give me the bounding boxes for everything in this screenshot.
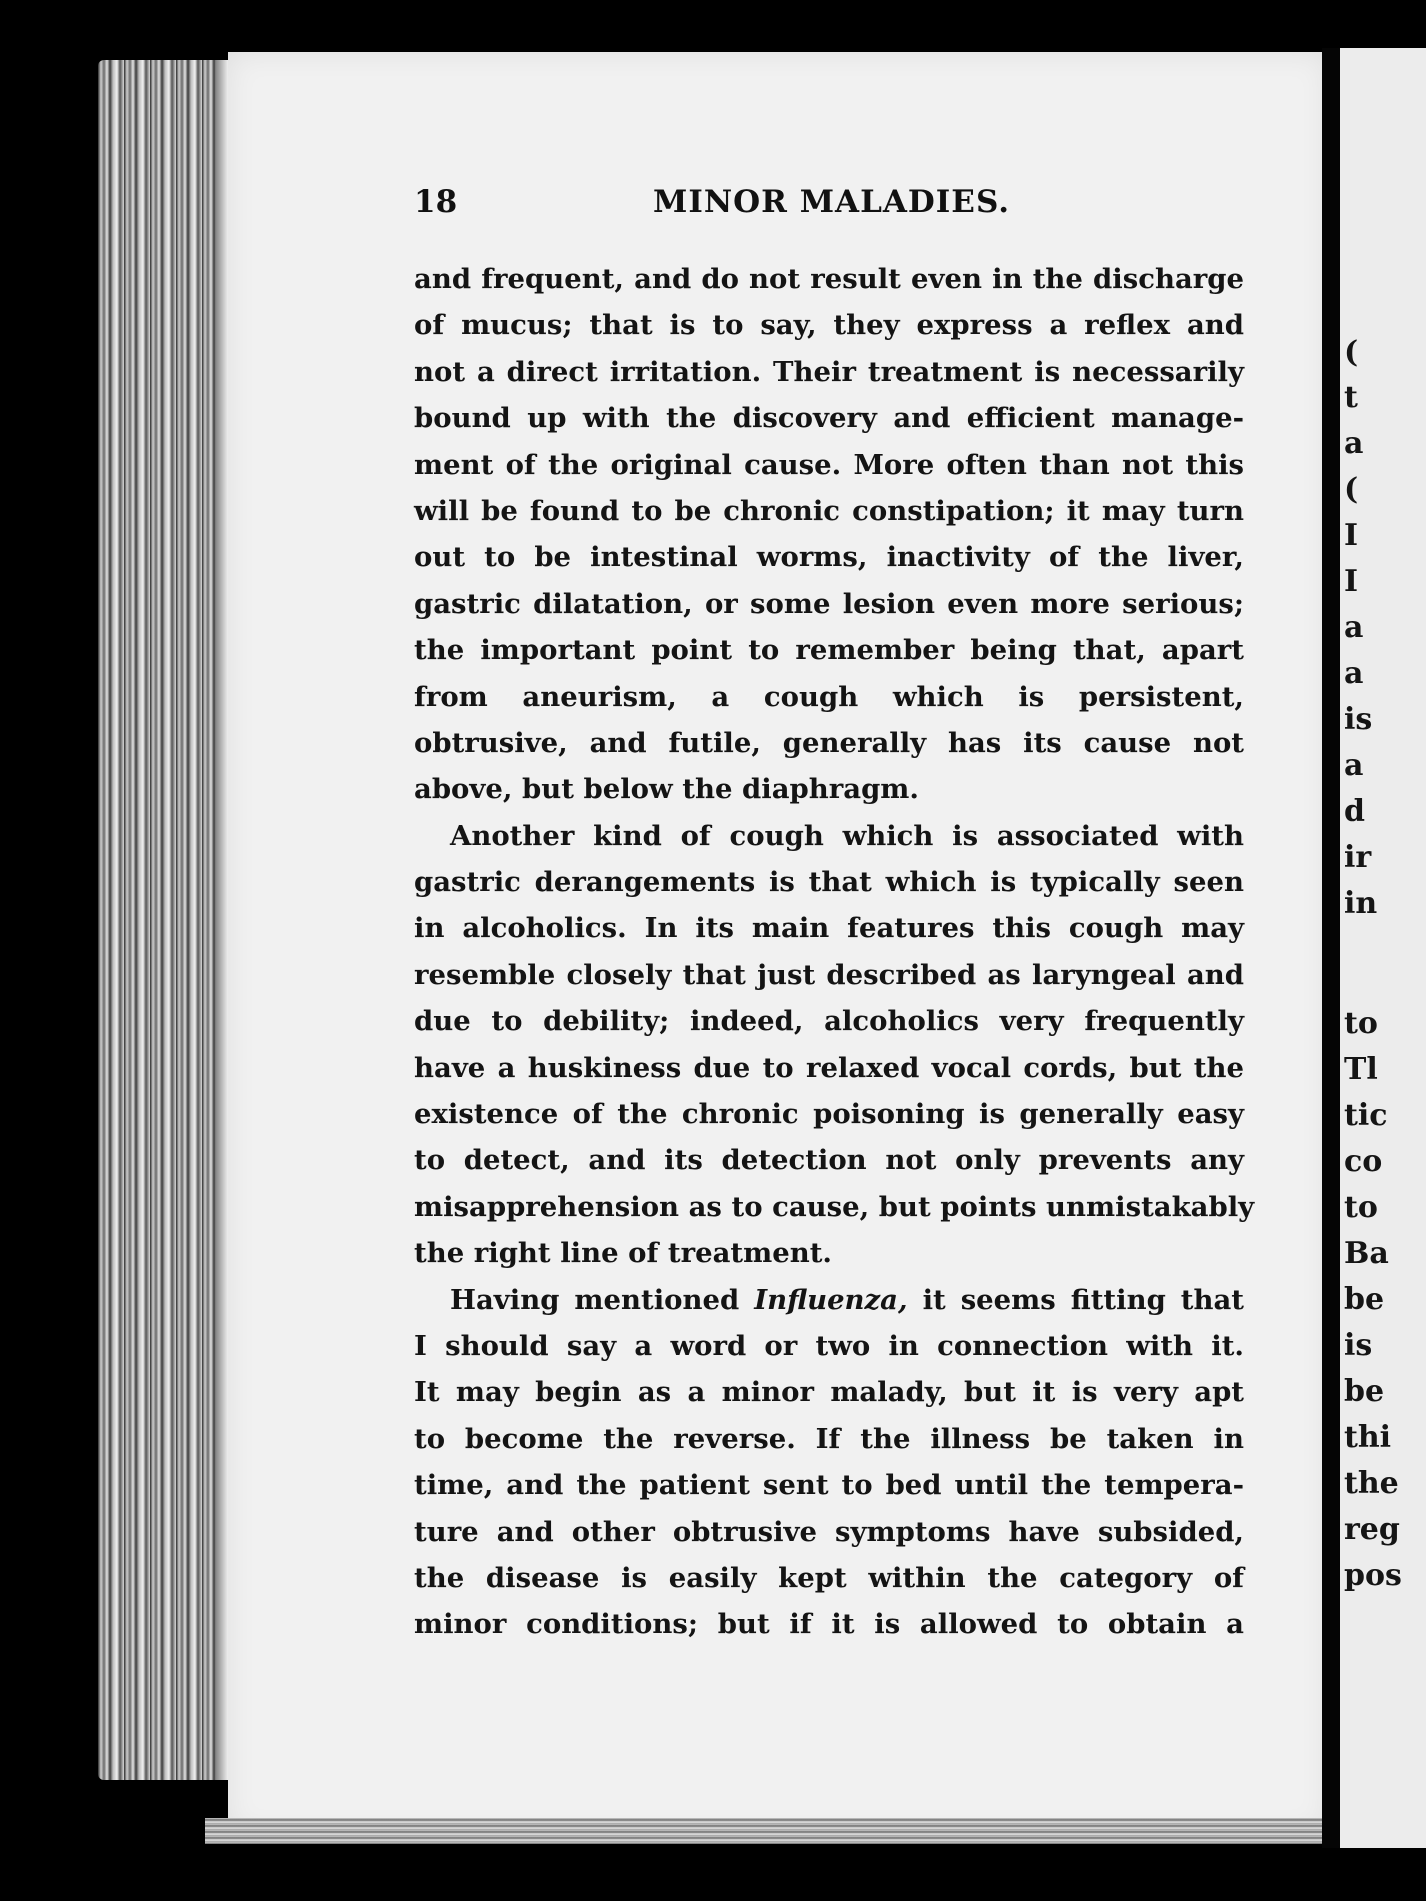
facing-line: in [1344,886,1378,921]
text-line: not a direct irritation. Their treatment is necessarily [414,355,1244,388]
facing-line: be [1344,1282,1385,1317]
text-line: the important point to remember being that, apart [414,634,1244,667]
facing-line: d [1344,794,1365,829]
text-line: misapprehension as to cause, but points unmistakably [414,1190,1255,1223]
text-line-with-italic [414,1277,1244,1323]
facing-line: is [1344,1328,1373,1363]
running-title: MINOR MALADIES. [653,184,1011,220]
facing-page-fragment [1340,48,1426,1848]
facing-line: ( [1344,335,1359,370]
facing-line: a [1344,656,1364,691]
facing-line: is [1344,702,1373,737]
page-number: 18 [414,184,458,220]
text-line: the right line of treatment. [414,1237,832,1270]
text-line: minor conditions; but if it is allowed to obtain a [414,1608,1244,1641]
facing-line: a [1344,426,1364,461]
text-line: of mucus; that is to say, they express a reflex and [414,309,1244,342]
book-page-edges [98,60,228,1780]
page-header [414,184,1246,234]
page-body [414,256,1255,1648]
facing-line: I [1344,518,1359,553]
text-line: due to debility; indeed, alcoholics very frequently [414,1005,1244,1038]
text-line: to detect, and its detection not only prevents any [414,1144,1244,1177]
text-line: and frequent, and do not result even in the discharge [414,263,1244,295]
text-segment: Having mentioned [450,1283,740,1316]
facing-line: co [1344,1144,1383,1179]
facing-line: reg [1344,1512,1400,1547]
facing-line: to [1344,1190,1378,1225]
facing-line: a [1344,610,1364,645]
italic-term: Influenza, [754,1283,908,1316]
text-line: bound up with the discovery and efficient manage- [414,402,1244,435]
text-line: have a huskiness due to relaxed vocal cords, but the [414,1051,1244,1084]
facing-line: Tl [1344,1052,1378,1087]
text-line: above, but below the diaphragm. [414,773,919,806]
facing-line: ir [1344,840,1372,875]
text-line: resemble closely that just described as laryngeal and [414,958,1244,991]
text-line: I should say a word or two in connection with it. [414,1329,1244,1362]
facing-line: t [1344,380,1358,415]
facing-line: to [1344,1006,1378,1041]
facing-line: ( [1344,472,1359,507]
text-line: the disease is easily kept within the category of [414,1561,1244,1594]
text-line: from aneurism, a cough which is persistent, [414,680,1244,713]
text-line: to become the reverse. If the illness be taken in [414,1422,1244,1455]
text-line: in alcoholics. In its main features this cough may [414,912,1244,945]
text-line: ture and other obtrusive symptoms have subsided, [414,1515,1244,1548]
text-line: will be found to be chronic constipation; it may turn [414,494,1244,527]
text-line: out to be intestinal worms, inactivity of the liver, [414,541,1244,574]
text-line: gastric dilatation, or some lesion even more serious; [414,587,1244,620]
page-bottom-edge [205,1818,1335,1844]
facing-line: a [1344,748,1364,783]
facing-line: pos [1344,1558,1402,1593]
facing-line: thi [1344,1420,1392,1455]
book-gutter [1322,48,1342,1848]
facing-line: Ba [1344,1236,1389,1271]
text-line: gastric derangements is that which is typically seen [414,866,1244,899]
text-line: time, and the patient sent to bed until the tempera- [414,1469,1244,1502]
text-line: existence of the chronic poisoning is generally easy [414,1098,1244,1131]
text-line: obtrusive, and futile, generally has its cause not [414,726,1244,759]
facing-line: the [1344,1466,1399,1501]
text-line: It may begin as a minor malady, but it is very apt [414,1376,1244,1409]
facing-line: be [1344,1374,1385,1409]
text-line: ment of the original cause. More often than not this [414,448,1244,481]
text-line: Another kind of cough which is associated with [450,819,1244,852]
facing-line: tic [1344,1098,1388,1133]
facing-line: I [1344,564,1359,599]
text-segment: it seems fitting that [922,1283,1244,1316]
